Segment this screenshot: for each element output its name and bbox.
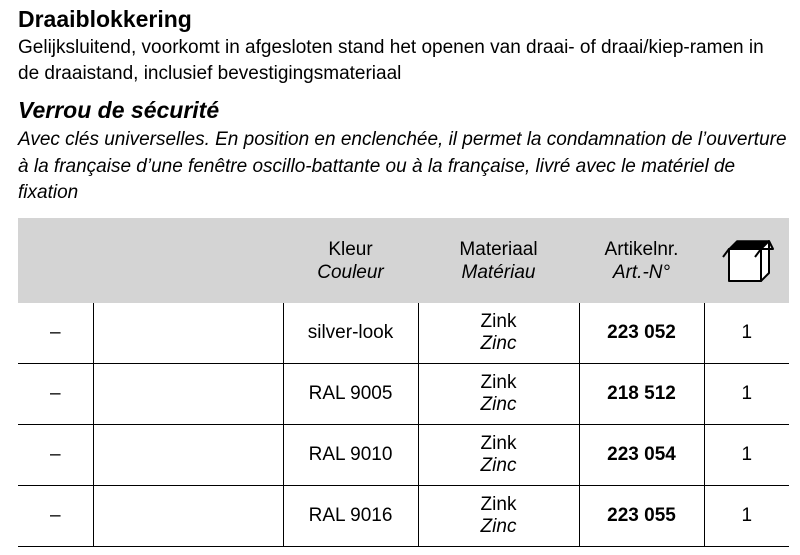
material-french: Zinc [480,455,517,476]
header-material-dutch: Materiaal [459,238,538,260]
material-french: Zinc [480,516,517,537]
row-material [418,303,579,364]
row-material [418,425,579,486]
header-article-french: Art.-N° [612,261,671,283]
row-empty [93,303,283,364]
row-quantity: 1 [704,486,789,547]
product-description-dutch: Gelijksluitend, voorkomt in afgesloten stand het openen van draai- of draai/kiep-ramen in de draaistand, inclusief bevestigingsmateriaal [18,37,764,84]
row-color: RAL 9005 [283,364,418,425]
row-color: RAL 9010 [283,425,418,486]
material-french: Zinc [480,333,517,354]
header-package [704,218,789,303]
material-french: Zinc [480,394,517,415]
package-box-icon [719,237,775,285]
table-row [18,303,789,364]
row-article-number: 223 054 [579,425,704,486]
product-description-french: Avec clés universelles. En position en enclenchée, il permet la condamnation de l’ouverture à la française d’une fenêtre oscillo-battante ou à la française, livré avec le matériel de fixation [18,129,787,203]
table-row [18,364,789,425]
header-material [418,218,579,303]
row-empty [93,364,283,425]
row-dash: – [18,303,93,364]
material-dutch: Zink [480,433,517,454]
row-quantity: 1 [704,303,789,364]
table-header-row [18,218,789,303]
material-dutch: Zink [480,494,517,515]
row-dash: – [18,364,93,425]
row-empty [93,425,283,486]
header-empty-cell [18,218,93,303]
row-color: silver-look [283,303,418,364]
row-material [418,486,579,547]
header-color [283,218,418,303]
row-material [418,364,579,425]
row-color: RAL 9016 [283,486,418,547]
header-color-dutch: Kleur [328,238,373,260]
table-row [18,486,789,547]
material-dutch: Zink [480,372,517,393]
product-title-dutch: Draaiblokkering [18,6,192,32]
table-row [18,425,789,486]
row-article-number: 218 512 [579,364,704,425]
row-quantity: 1 [704,364,789,425]
row-article-number: 223 055 [579,486,704,547]
product-title-french: Verrou de sécurité [18,97,220,123]
header-empty-cell [93,218,283,303]
row-dash: – [18,425,93,486]
header-color-french: Couleur [317,261,384,283]
material-dutch: Zink [480,311,517,332]
header-material-french: Matériau [461,261,536,283]
row-empty [93,486,283,547]
header-article-number [579,218,704,303]
row-dash: – [18,486,93,547]
header-article-dutch: Artikelnr. [604,238,679,260]
row-quantity: 1 [704,425,789,486]
product-table [18,218,789,547]
row-article-number: 223 052 [579,303,704,364]
